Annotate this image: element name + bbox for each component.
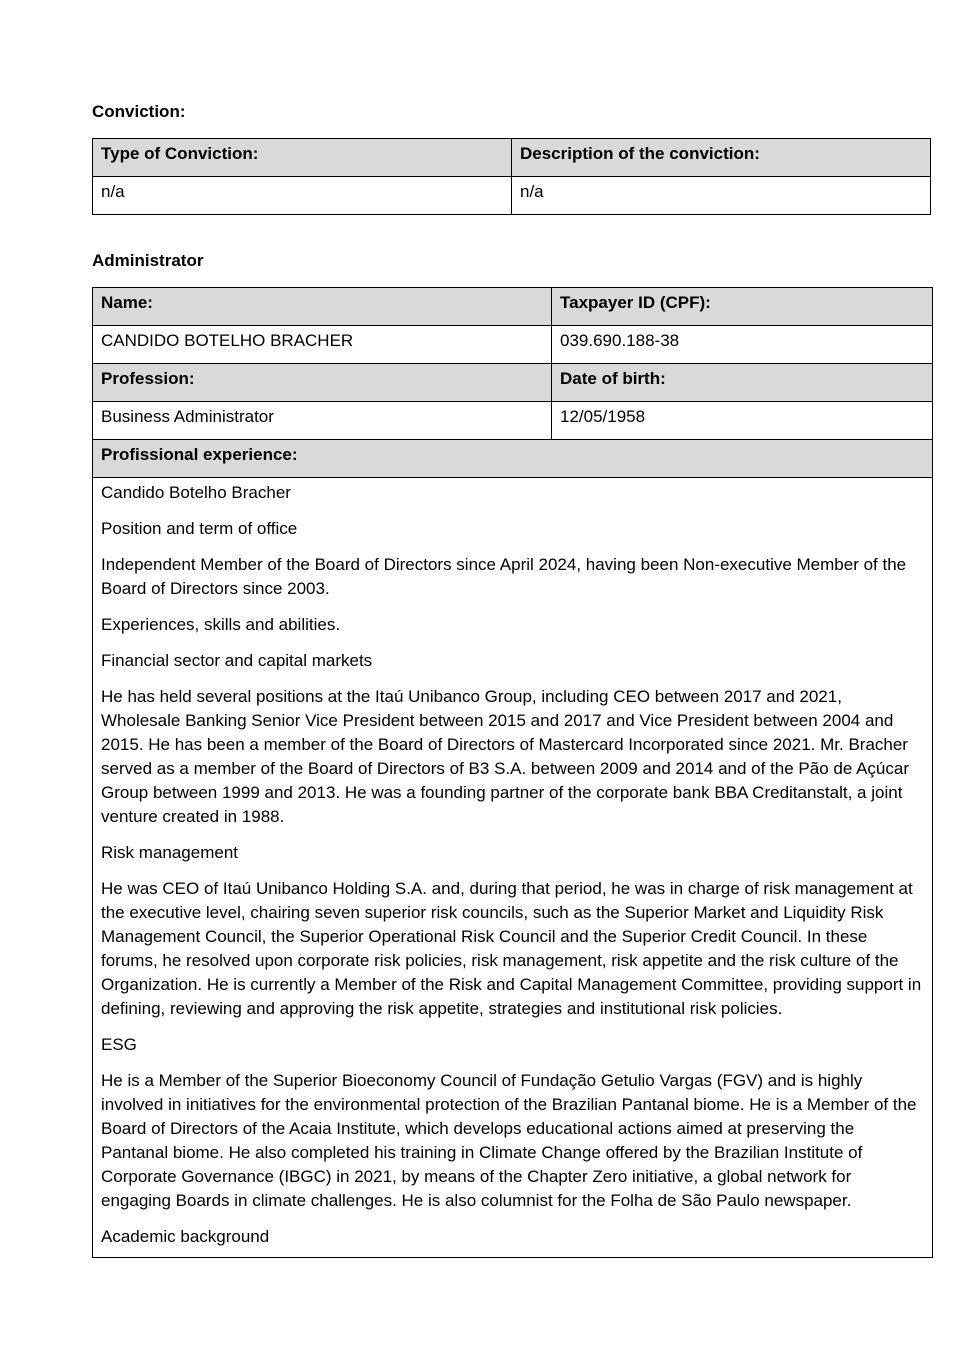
description-of-conviction-header: Description of the conviction: xyxy=(512,139,931,177)
skills-subheading: Experiences, skills and abilities. xyxy=(101,615,341,634)
academic-background-subheading: Academic background xyxy=(101,1227,270,1246)
financial-sector-subheading: Financial sector and capital markets xyxy=(101,651,373,670)
name-value: CANDIDO BOTELHO BRACHER xyxy=(93,326,552,364)
profession-value: Business Administrator xyxy=(93,402,552,440)
table-row xyxy=(93,402,933,440)
cpf-label: Taxpayer ID (CPF): xyxy=(552,288,933,326)
name-label: Name: xyxy=(93,288,552,326)
experience-name: Candido Botelho Bracher xyxy=(101,483,291,502)
experience-label: Profissional experience: xyxy=(93,440,933,478)
table-row xyxy=(93,177,931,215)
position-subheading: Position and term of office xyxy=(101,519,298,538)
financial-sector-text: He has held several positions at the Itaú Unibanco Group, including CEO between 2017 and 2021, Wholesale Banking Senior Vice President between 2015 and 2017 and Vice President between 2004 and 2015. He has been a member of the Board of Directors of Mastercard Incorporated since 2021. Mr. Bracher served as a member of the Board of Directors of B3 S.A. between 2009 and 2014 and of the Pão de Açúcar Group between 1999 and 2013. He was a founding partner of the corporate bank BBA Creditanstalt, a joint venture created in 1988. xyxy=(101,687,909,826)
administrator-table xyxy=(92,287,933,1258)
dob-label: Date of birth: xyxy=(552,364,933,402)
table-row xyxy=(93,440,933,478)
conviction-heading: Conviction: xyxy=(92,102,186,121)
table-row xyxy=(93,326,933,364)
table-row xyxy=(93,364,933,402)
experience-body xyxy=(93,478,933,1258)
esg-subheading: ESG xyxy=(101,1035,137,1054)
conviction-table xyxy=(92,138,931,215)
esg-text: He is a Member of the Superior Bioeconomy Council of Fundação Getulio Vargas (FGV) and is highly involved in initiatives for the environmental protection of the Brazilian Pantanal biome. He is a Member of the Board of Directors of the Acaia Institute, which develops educational actions aimed at preserving the Pantanal biome. He also completed his training in Climate Change offered by the Brazilian Institute of Corporate Governance (IBGC) in 2021, by means of the Chapter Zero initiative, a global network for engaging Boards in climate challenges. He is also columnist for the Folha de São Paulo newspaper. xyxy=(101,1071,917,1210)
description-of-conviction-value: n/a xyxy=(512,177,931,215)
administrator-heading: Administrator xyxy=(92,251,204,270)
risk-management-text: He was CEO of Itaú Unibanco Holding S.A. and, during that period, he was in charge of risk management at the executive level, chairing seven superior risk councils, such as the Superior Market and Liquidity Risk Management Council, the Superior Operational Risk Council and the Superior Credit Council. In these forums, he resolved upon corporate risk policies, risk management, risk appetite and the risk culture of the Organization. He is currently a Member of the Risk and Capital Management Committee, providing support in defining, reviewing and approving the risk appetite, strategies and institutional risk policies. xyxy=(101,879,922,1018)
cpf-value: 039.690.188-38 xyxy=(552,326,933,364)
dob-value: 12/05/1958 xyxy=(552,402,933,440)
table-row xyxy=(93,288,933,326)
risk-management-subheading: Risk management xyxy=(101,843,239,862)
table-row xyxy=(93,139,931,177)
type-of-conviction-value: n/a xyxy=(93,177,512,215)
type-of-conviction-header: Type of Conviction: xyxy=(93,139,512,177)
position-text: Independent Member of the Board of Directors since April 2024, having been Non-executive Member of the Board of Directors since 2003. xyxy=(101,555,907,598)
profession-label: Profession: xyxy=(93,364,552,402)
table-row xyxy=(93,478,933,1258)
